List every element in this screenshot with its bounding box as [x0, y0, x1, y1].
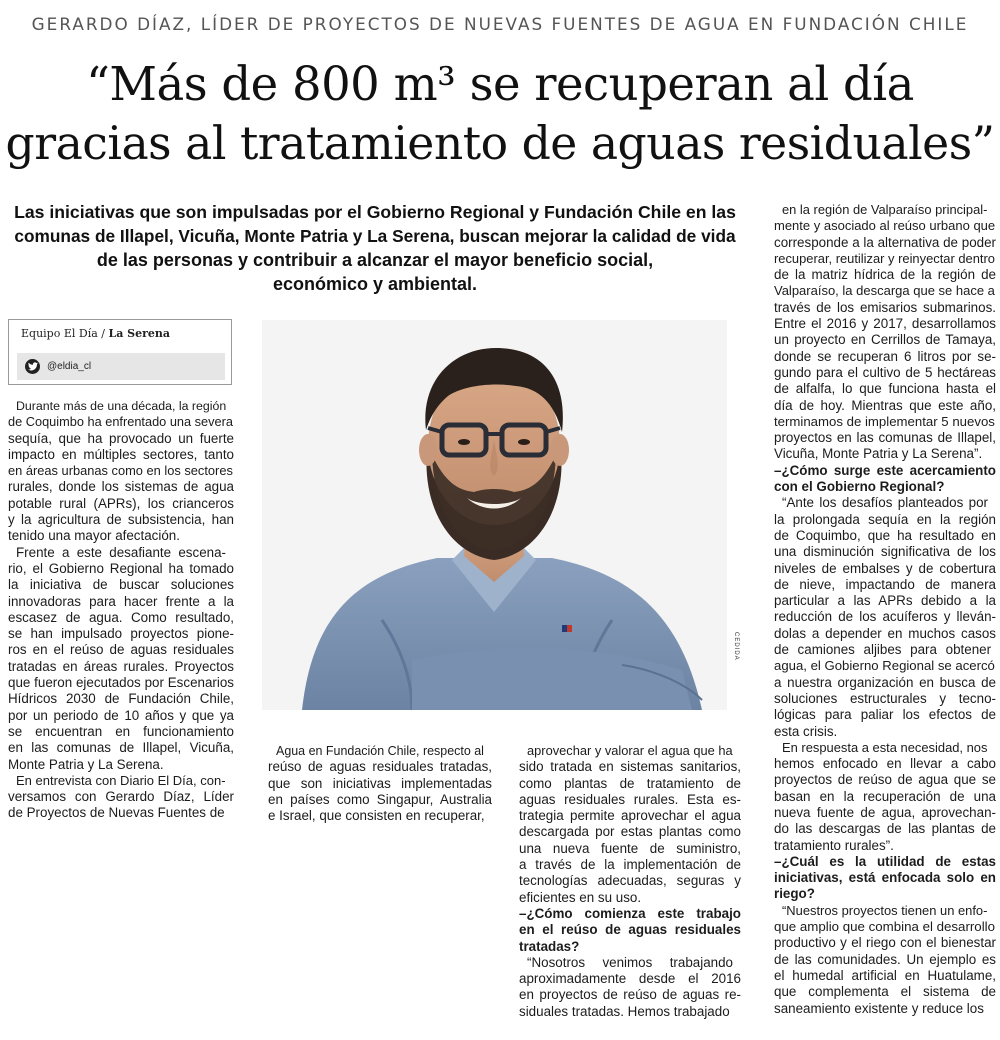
text-line: tecnologías adecuadas, seguras y — [519, 873, 741, 889]
text-line: de camiones aljibes para obtener — [774, 642, 992, 658]
text-line: en proyectos de reúso de aguas re- — [519, 987, 741, 1003]
text-line: con el Gobierno Regional? — [774, 479, 945, 495]
text-line: –¿Cómo comienza este trabajo — [519, 905, 741, 921]
text-line: tenido una mayor afectación. — [8, 528, 180, 544]
text-line: En respuesta a esta necesidad, nos — [782, 739, 988, 755]
text-line: soluciones estructurales y tecno- — [774, 690, 996, 706]
text-line: en la región de Valparaíso principal- — [782, 202, 988, 217]
text-line: Valparaíso, la descarga que se hace a — [774, 283, 995, 299]
text-line: e Israel, que consisten en recuperar, — [268, 808, 485, 824]
byline-author: Equipo El Día / — [21, 327, 105, 340]
text-line: En entrevista con Diario El Día, con- — [16, 772, 226, 788]
text-line: que fueron ejecutados por Escenarios — [8, 675, 234, 691]
twitter-icon[interactable] — [25, 359, 40, 374]
text-line: a través de la implementación de — [519, 857, 741, 873]
text-line: aproximadamente desde el 2016 — [519, 971, 741, 987]
text-line: “Nosotros venimos trabajando — [527, 954, 733, 970]
text-line: “Nuestros proyectos tienen un enfo- — [782, 902, 988, 918]
byline-location: La Serena — [108, 327, 171, 340]
article-paragraph — [774, 740, 996, 854]
text-line: una disminución significativa de los — [774, 544, 996, 560]
text-line: recuperar, reutilizar y reinyectar dentro — [774, 250, 995, 266]
interview-question — [774, 854, 996, 903]
text-line: productivo y el riego con el bienestar — [774, 935, 996, 951]
article-paragraph — [519, 955, 741, 1020]
text-line: por un periodo de 10 años y que ya — [8, 707, 234, 723]
article-column-3 — [519, 743, 741, 1020]
text-line: que son iniciativas implementadas — [268, 775, 492, 791]
headline-line-1: “Más de 800 m³ se recuperan al día — [86, 57, 914, 111]
text-line: basan en la recuperación de una — [774, 788, 996, 804]
text-line: de Coquimbo ha enfrentado una severa — [8, 414, 233, 430]
interview-question — [519, 906, 741, 955]
text-line: el humedal artificial en Huatulame, — [774, 967, 996, 983]
text-line: ros en el reúso de aguas residuales — [8, 642, 234, 658]
text-line: en áreas urbanas como en los sectores — [8, 463, 233, 479]
article-paragraph — [774, 202, 996, 463]
text-line: través de los emisarios submarinos. — [774, 299, 996, 315]
text-line: siduales tratadas. Hemos trabajado — [519, 1003, 730, 1019]
text-line: se encuentran en funcionamiento — [8, 723, 234, 739]
kicker: GERARDO DÍAZ, LÍDER DE PROYECTOS DE NUEVAS FUENTES DE AGUA EN FUNDACIÓN CHILE — [31, 14, 969, 34]
text-line: una nueva fuente de suministro, — [519, 840, 741, 856]
text-line: aguas residuales rurales. Esta es- — [519, 791, 741, 807]
text-line: donde se recuperan 6 litros por se- — [774, 348, 996, 364]
text-line: “Ante los desafíos planteados por — [782, 495, 988, 511]
text-line: escasez de agua. Como resultado, — [8, 609, 234, 625]
text-line: Durante más de una década, la región — [16, 399, 227, 413]
text-line: mente y asociado al reúso urbano que — [774, 218, 996, 234]
text-line: –¿Cuál es la utilidad de estas — [774, 853, 996, 869]
text-line: Entre el 2016 y 2017, desarrollamos — [774, 316, 996, 332]
text-line: particular a las APRs debido a la — [774, 593, 996, 609]
text-line: rurales, donde los sistemas de agua — [8, 479, 234, 495]
text-line: sido tratada en sistemas sanitarios, — [519, 759, 741, 775]
twitter-handle[interactable]: @eldia_cl — [47, 361, 92, 372]
text-line: corresponde a la alternativa de poder — [774, 234, 996, 250]
text-line: saneamiento existente y reduce los — [774, 1000, 984, 1016]
article-column-2 — [268, 743, 492, 824]
text-line: de alfalfa, lo que funciona hasta el — [774, 381, 996, 397]
text-line: de las comunidades. Un ejemplo es — [774, 951, 996, 967]
text-line: niveles de embalses y de cobertura — [774, 560, 996, 576]
text-line: dolas a depender en muchos casos — [774, 625, 996, 641]
article-paragraph — [8, 398, 234, 545]
portrait-photo — [262, 320, 727, 710]
text-line: un proyecto en Cerrillos de Tamaya, — [774, 332, 996, 348]
text-line: sequía, que ha provocado un fuerte — [8, 430, 234, 446]
photo-credit-text: CEDIDA — [733, 632, 739, 661]
text-line: reúso de aguas residuales tratadas, — [268, 759, 492, 775]
text-line: potable rural (APRs), los crianceros — [8, 495, 234, 511]
text-line: de la matriz hídrica de la región de — [774, 267, 996, 283]
headline — [0, 54, 1000, 174]
text-line: Frente a este desafiante escena- — [16, 544, 226, 560]
photo-credit — [729, 632, 739, 672]
text-line: en el reúso de aguas residuales — [519, 922, 741, 938]
lead-line-4: económico y ambiental. — [272, 274, 478, 294]
headline-line-2: gracias al tratamiento de aguas residuales” — [5, 117, 995, 170]
interview-question — [774, 463, 996, 496]
text-line: Hídricos 2030 de Fundación Chile, — [8, 691, 234, 707]
article-paragraph — [8, 545, 234, 773]
article-paragraph — [774, 495, 996, 739]
text-line: en países como Singapur, Australia — [268, 791, 492, 807]
text-line: de Proyectos de Nuevas Fuentes de — [8, 805, 225, 821]
text-line: día de hoy. Mientras que este año, — [774, 397, 996, 413]
text-line: la iniciativa de buscar soluciones — [8, 577, 234, 593]
text-line: hemos enfocado en llevar a cabo — [774, 756, 996, 772]
text-line: de nieve, impactando de manera — [774, 576, 996, 592]
text-line: a nuestra organización en busca de — [774, 674, 996, 690]
text-line: gundo para el cultivo de 5 hectáreas — [774, 364, 996, 380]
text-line: se han impulsado proyectos pione- — [8, 626, 234, 642]
text-line: Monte Patria y La Serena. — [8, 756, 164, 772]
byline-box — [8, 319, 232, 385]
portrait-illustration — [262, 320, 727, 710]
article-column-4 — [774, 202, 996, 1017]
text-line: que amplio que combina el desarrollo — [774, 919, 996, 935]
text-line: aprovechar y valorar el agua que ha — [527, 743, 733, 758]
text-line: do las descargas de las plantas de — [774, 821, 996, 837]
text-line: impacto en múltiples sectores, tanto — [8, 446, 234, 462]
article-column-1 — [8, 398, 234, 822]
article-paragraph — [268, 743, 492, 824]
text-line: proyectos de reúso de agua que se — [774, 772, 996, 788]
text-line: versamos con Gerardo Díaz, Líder — [8, 789, 234, 805]
lead-paragraph — [14, 200, 736, 296]
text-line: Vicuña, Monte Patria y La Serena”. — [774, 446, 983, 462]
text-line: agua, el Gobierno Regional se acercó — [774, 658, 995, 674]
text-line: de Coquimbo, que ha resultado en — [774, 527, 996, 543]
article-paragraph — [8, 773, 234, 822]
text-line: en las comunas de Illapel, Vicuña, — [8, 740, 234, 756]
text-line: iniciativas, está enfocada solo en — [774, 870, 996, 886]
text-line: reducción de los acuíferos y lleván- — [774, 609, 996, 625]
text-line: –¿Cómo surge este acercamiento — [774, 462, 996, 478]
lead-line-2: comunas de Illapel, Vicuña, Monte Patria y La Serena, buscan mejorar la calidad de vida — [14, 226, 736, 246]
text-line: riego? — [774, 886, 815, 902]
text-line: como plantas de tratamiento de — [519, 775, 741, 791]
text-line: rio, el Gobierno Regional ha tomado — [8, 560, 234, 576]
text-line: tratamiento rurales”. — [774, 837, 894, 853]
text-line: nueva fuente de agua, aprovechan- — [774, 804, 996, 820]
text-line: y la agricultura de subsistencia, han — [8, 512, 234, 528]
text-line: descargada por estas plantas como — [519, 824, 741, 840]
byline-author-line — [21, 327, 170, 340]
lead-line-3: de las personas y contribuir a alcanzar el mayor beneficio social, — [96, 250, 654, 270]
text-line: Agua en Fundación Chile, respecto al — [276, 744, 484, 758]
lead-line-1: Las iniciativas que son impulsadas por el Gobierno Regional y Fundación Chile en las — [14, 202, 736, 222]
text-line: eficientes en su uso. — [519, 889, 642, 905]
text-line: innovadoras para hacer frente a la — [8, 593, 234, 609]
article-paragraph — [774, 903, 996, 1017]
text-line: tratadas en áreas rurales. Proyectos — [8, 658, 234, 674]
text-line: proyectos en las comunas de Illapel, — [774, 430, 996, 446]
text-line: que complementa el sistema de — [774, 984, 996, 1000]
text-line: la prolongada sequía en la región — [774, 511, 996, 527]
text-line: esta crisis. — [774, 723, 838, 739]
text-line: lógicas para paliar los efectos de — [774, 707, 996, 723]
text-line: tratadas? — [519, 938, 580, 954]
article-paragraph — [519, 743, 741, 906]
text-line: terminamos de implementar 5 nuevos — [774, 413, 995, 429]
byline-social-bar — [17, 353, 225, 380]
text-line: trategia permite aprovechar el agua — [519, 808, 741, 824]
